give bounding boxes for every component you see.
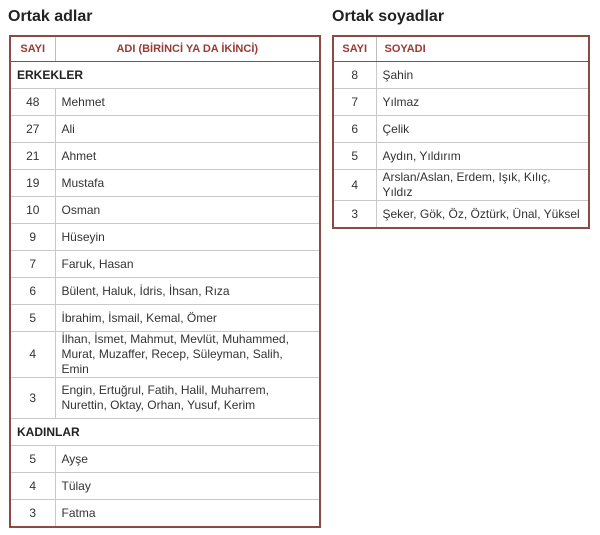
names-name-header: ADI (BİRİNCİ YA DA İKİNCİ) (55, 36, 320, 62)
common-names-table (9, 35, 321, 528)
count-cell: 5 (333, 143, 376, 170)
table-row (10, 278, 320, 305)
surnames-cell: Arslan/Aslan, Erdem, Işık, Kılıç, Yıldız (376, 170, 589, 201)
names-cell: Engin, Ertuğrul, Fatih, Halil, Muharrem, Nurettin, Oktay, Orhan, Yusuf, Kerim (55, 378, 320, 419)
table-row (333, 143, 589, 170)
count-cell: 21 (10, 143, 55, 170)
names-cell: Mustafa (55, 170, 320, 197)
surnames-cell: Şahin (376, 62, 589, 89)
count-cell: 4 (333, 170, 376, 201)
group-label-men: ERKEKLER (10, 62, 320, 89)
count-cell: 4 (10, 473, 55, 500)
surnames-cell: Aydın, Yıldırım (376, 143, 589, 170)
group-row-women (10, 419, 320, 446)
names-cell: Tülay (55, 473, 320, 500)
names-cell: Bülent, Haluk, İdris, İhsan, Rıza (55, 278, 320, 305)
table-row (10, 224, 320, 251)
count-cell: 7 (333, 89, 376, 116)
surnames-count-header: SAYI (333, 36, 376, 62)
names-cell: İlhan, İsmet, Mahmut, Mevlüt, Muhammed, Murat, Muzaffer, Recep, Süleyman, Salih, Emin (55, 332, 320, 378)
table-row (333, 170, 589, 201)
table-row (10, 197, 320, 224)
table-row (10, 143, 320, 170)
count-cell: 6 (333, 116, 376, 143)
table-row (10, 251, 320, 278)
names-cell: Faruk, Hasan (55, 251, 320, 278)
names-header-row (10, 36, 320, 62)
count-cell: 5 (10, 305, 55, 332)
common-names-title: Ortak adlar (8, 8, 93, 25)
count-cell: 27 (10, 116, 55, 143)
names-cell: Ali (55, 116, 320, 143)
names-cell: Ayşe (55, 446, 320, 473)
names-cell: Mehmet (55, 89, 320, 116)
count-cell: 19 (10, 170, 55, 197)
count-cell: 10 (10, 197, 55, 224)
names-cell: Fatma (55, 500, 320, 528)
names-cell: Ahmet (55, 143, 320, 170)
names-cell: İbrahim, İsmail, Kemal, Ömer (55, 305, 320, 332)
surnames-cell: Şeker, Gök, Öz, Öztürk, Ünal, Yüksel (376, 201, 589, 229)
group-label-women: KADINLAR (10, 419, 320, 446)
names-cell: Osman (55, 197, 320, 224)
count-cell: 8 (333, 62, 376, 89)
count-cell: 4 (10, 332, 55, 378)
table-row (10, 332, 320, 378)
surnames-cell: Çelik (376, 116, 589, 143)
table-row (10, 378, 320, 419)
common-surnames-title: Ortak soyadlar (332, 8, 445, 25)
surnames-header-row (333, 36, 589, 62)
table-row (10, 305, 320, 332)
table-row (10, 473, 320, 500)
count-cell: 3 (333, 201, 376, 229)
count-cell: 48 (10, 89, 55, 116)
count-cell: 5 (10, 446, 55, 473)
surnames-name-header: SOYADI (376, 36, 589, 62)
table-row (333, 116, 589, 143)
names-count-header: SAYI (10, 36, 55, 62)
table-row (333, 89, 589, 116)
table-row (10, 89, 320, 116)
count-cell: 6 (10, 278, 55, 305)
table-row (10, 446, 320, 473)
surnames-cell: Yılmaz (376, 89, 589, 116)
group-row-men (10, 62, 320, 89)
table-row (10, 170, 320, 197)
count-cell: 9 (10, 224, 55, 251)
table-row (333, 62, 589, 89)
table-row (10, 116, 320, 143)
count-cell: 3 (10, 378, 55, 419)
names-cell: Hüseyin (55, 224, 320, 251)
table-row (10, 500, 320, 528)
common-surnames-table (332, 35, 590, 229)
count-cell: 7 (10, 251, 55, 278)
table-row (333, 201, 589, 229)
count-cell: 3 (10, 500, 55, 528)
